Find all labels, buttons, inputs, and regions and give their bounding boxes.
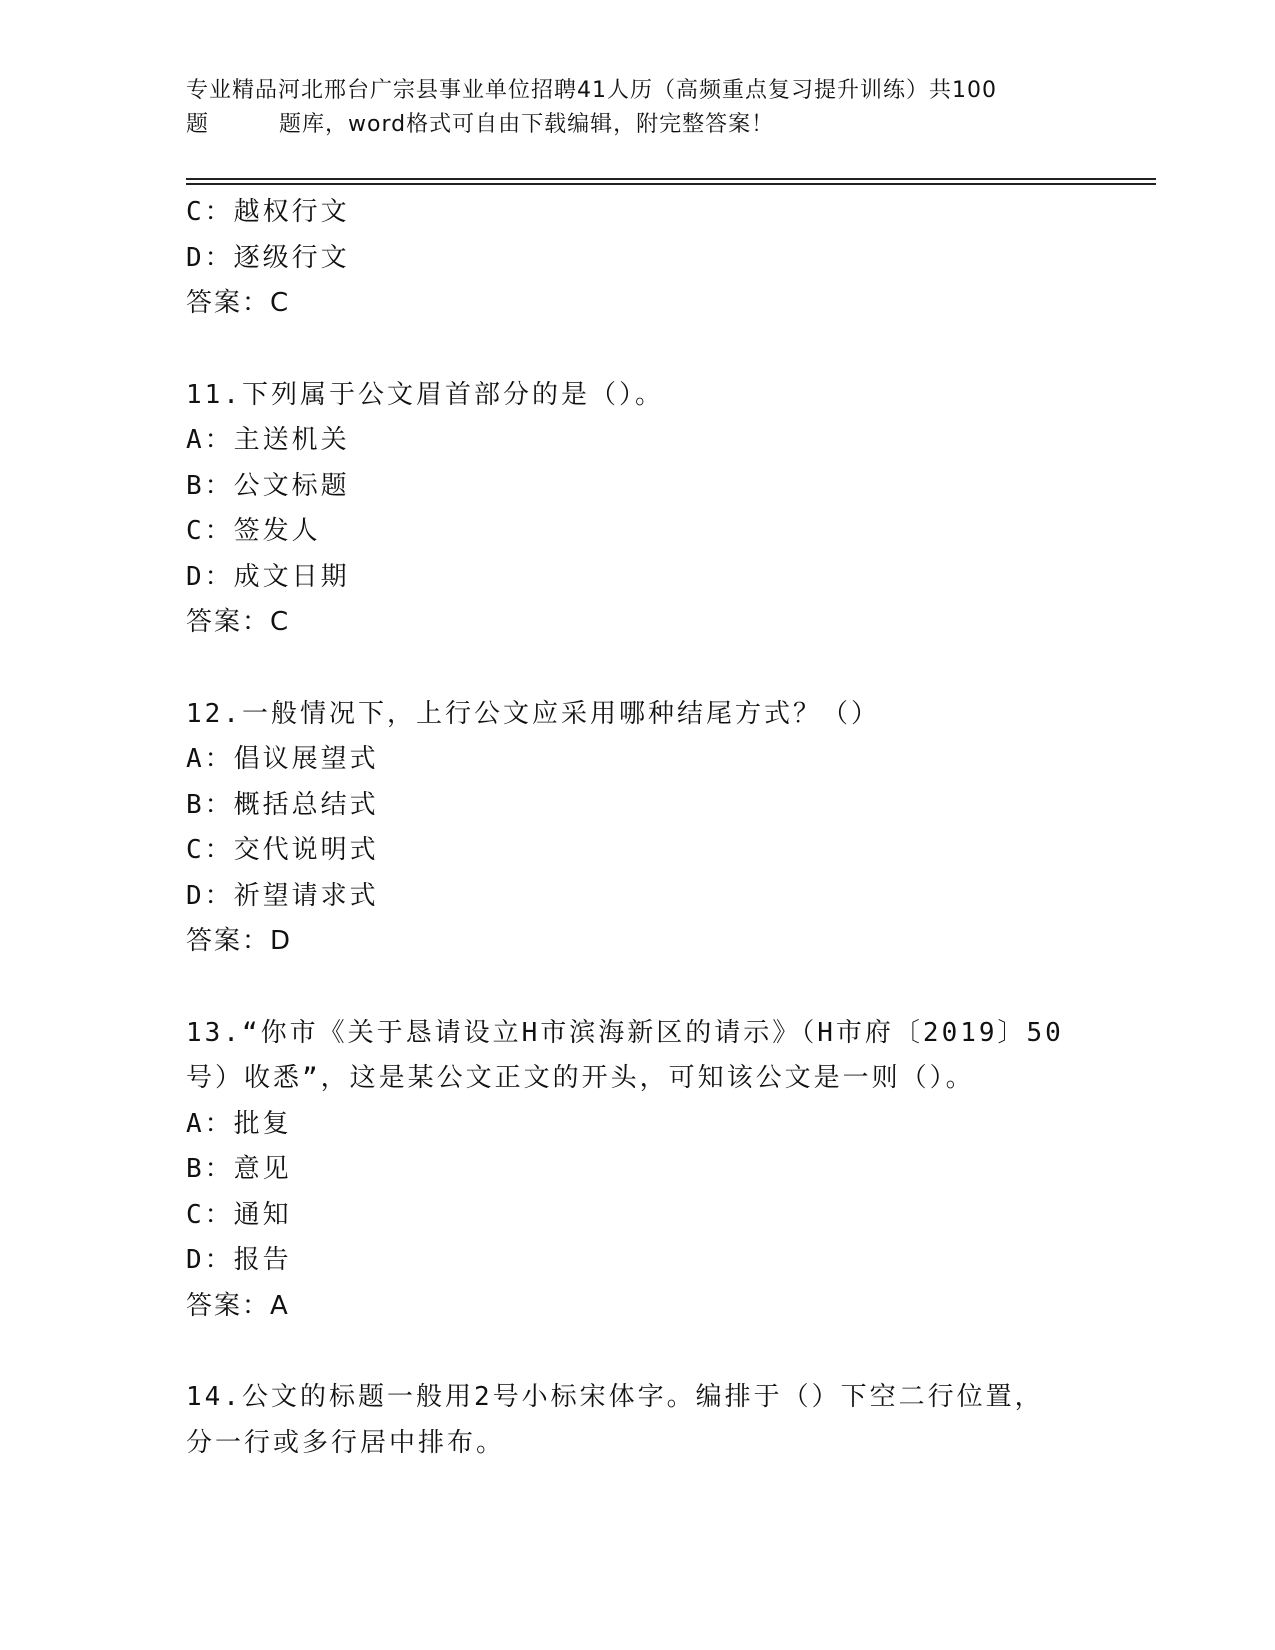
option-b: B：概括总结式 [186, 789, 379, 820]
question-10-continued [186, 190, 1086, 327]
option-c: C：越权行文 [186, 197, 350, 227]
option-d: D：报告 [186, 1245, 292, 1275]
option-d: D：成文日期 [186, 561, 350, 592]
answer-line: 答案：D [186, 926, 293, 956]
question-text: 13.“你市《关于恳请设立H市滨海新区的请示》（H市府〔2019〕50号）收悉”，这是某公文正文的开头，可知该公文是一则（）。 [186, 1017, 1064, 1093]
option-c: C：交代说明式 [186, 835, 379, 865]
option-d: D：逐级行文 [186, 242, 350, 273]
option-d: D：祈望请求式 [186, 880, 379, 911]
answer-line: 答案：A [186, 1290, 290, 1321]
header-title-line-2-a: 题 [186, 112, 210, 137]
question-13 [186, 1011, 1086, 1330]
question-list [186, 190, 1086, 1466]
option-a: A：批复 [186, 1108, 292, 1139]
option-b: B：公文标题 [186, 470, 350, 501]
option-b: B：意见 [186, 1154, 292, 1184]
document-header [186, 74, 1066, 142]
answer-line: 答案：C [186, 288, 291, 318]
answer-line: 答案：C [186, 607, 291, 637]
header-divider-bottom [186, 183, 1156, 185]
option-c: C：签发人 [186, 516, 321, 546]
header-title-line-2-b: 题库，word格式可自由下载编辑，附完整答案！ [279, 112, 775, 137]
header-title-line-2 [186, 108, 1066, 142]
option-a: A：主送机关 [186, 425, 350, 455]
question-12 [186, 692, 1086, 965]
question-text: 11.下列属于公文眉首部分的是（）。 [186, 379, 664, 410]
option-a: A：倡议展望式 [186, 744, 379, 774]
header-divider-top [186, 178, 1156, 180]
question-11 [186, 373, 1086, 646]
header-title-line-1: 专业精品河北邢台广宗县事业单位招聘41人历（高频重点复习提升训练）共100 [186, 78, 997, 103]
question-text: 14.公文的标题一般用2号小标宋体字。编排于（）下空二行位置，分一行或多行居中排布。 [186, 1382, 1044, 1458]
question-14 [186, 1375, 1086, 1466]
option-c: C：通知 [186, 1199, 292, 1230]
question-text: 12.一般情况下，上行公文应采用哪种结尾方式？（） [186, 698, 880, 729]
